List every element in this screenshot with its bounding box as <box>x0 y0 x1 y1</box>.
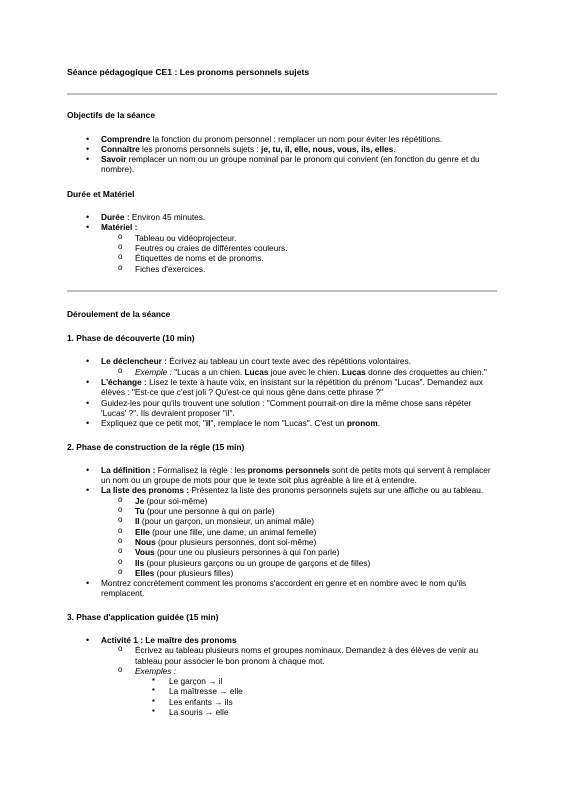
list-item: o Tu (pour une personne à qui on parle) <box>67 506 497 516</box>
list-item: ▪ Le garçon → il <box>67 676 497 686</box>
list-item: o Écrivez au tableau plusieurs noms et groupes nominaux. Demandez à des élèves de venir au tableau pour associer le bon pronom à chaque mot. <box>67 645 497 666</box>
list-item: o Étiquettes de noms et de pronoms. <box>67 253 497 263</box>
phase1-heading: 1. Phase de découverte (10 min) <box>67 333 195 344</box>
deroulement-heading: Déroulement de la séance <box>67 308 171 319</box>
list-item: ▪ La souris → elle <box>67 707 497 717</box>
list-item: • Durée : Environ 45 minutes. <box>67 212 497 222</box>
list-item: o Vous (pour une ou plusieurs personnes à qui l'on parle) <box>67 547 497 557</box>
list-item: o Nous (pour plusieurs personnes, dont soi-même) <box>67 537 497 547</box>
list-item: o Je (pour soi-même) <box>67 496 497 506</box>
document-title: Séance pédagogique CE1 : Les pronoms personnels sujets <box>67 67 310 77</box>
list-item: • Connaître les pronoms personnels sujets : je, tu, il, elle, nous, vous, ils, elles. <box>67 144 497 154</box>
materiel-list <box>67 233 497 274</box>
list-item: • L'échange : Lisez le texte à haute voix, en insistant sur la répétition du prénom "Lucas". Demandez aux élèves : "Est-ce que c'est joli ? Qu'est-ce qui nous gêne dans cette phrase ?" <box>67 377 497 398</box>
phase3-list <box>67 635 497 717</box>
list-item: ▪ Les enfants → ils <box>67 697 497 707</box>
objectifs-list <box>67 134 497 175</box>
phase2-heading: 2. Phase de construction de la règle (15 min) <box>67 441 245 452</box>
list-item: o Ils (pour plusieurs garçons ou un groupe de garçons et de filles) <box>67 558 497 568</box>
duree-list <box>67 212 497 274</box>
phase3-heading: 3. Phase d'application guidée (15 min) <box>67 611 219 622</box>
list-item: • Matériel : o Tableau ou vidéoprojecteur. o Feutres ou craies de différentes couleurs. o Étiquettes de noms et de pronoms. o Fiches d'exercices. <box>67 222 497 273</box>
list-item: o Il (pour un garçon, un monsieur, un animal mâle) <box>67 516 497 526</box>
list-item: • Le déclencheur : Écrivez au tableau un court texte avec des répétitions volontaires. o Exemple : "Lucas a un chien. Lucas joue avec le chien. Lucas donne des croquettes au chien." <box>67 356 497 377</box>
list-item: o Elle (pour une fille, une dame, un animal femelle) <box>67 527 497 537</box>
phase2-list <box>67 465 497 599</box>
list-item: • Comprendre la fonction du pronom personnel : remplacer un nom pour éviter les répétitions. <box>67 134 497 144</box>
list-item: ▪ La maîtresse → elle <box>67 686 497 696</box>
document-body <box>67 67 497 717</box>
list-item: o Feutres ou craies de différentes couleurs. <box>67 243 497 253</box>
list-item: • Guidez-les pour qu'ils trouvent une solution : "Comment pourrait-on dire la même chose sans répéter 'Lucas' ?". Ils devraient proposer "il". <box>67 398 497 419</box>
phase1-list <box>67 356 497 428</box>
pronoms-list <box>67 496 497 578</box>
list-item: o Exemples : ▪ Le garçon → il ▪ La maîtresse → elle ▪ Les enfants → ils ▪ La souris → elle <box>67 666 497 717</box>
list-item: • La définition : Formalisez la règle : les pronoms personnels sont de petits mots qui servent à remplacer un nom ou un groupe de mots pour que le texte soit plus agréable à lire et à entendre. <box>67 465 497 486</box>
activite-list <box>67 645 497 717</box>
list-item: o Fiches d'exercices. <box>67 264 497 274</box>
exemples-list <box>67 676 497 717</box>
list-item: • Savoir remplacer un nom ou un groupe nominal par le pronom qui convient (en fonction du genre et du nombre). <box>67 154 497 175</box>
list-item: o Tableau ou vidéoprojecteur. <box>67 233 497 243</box>
list-item: • Activité 1 : Le maître des pronoms o Écrivez au tableau plusieurs noms et groupes nominaux. Demandez à des élèves de venir au tableau pour associer le bon pronom à chaque mot. o Exemples : ▪ Le garçon → il ▪ La maîtresse → elle ▪ Les enfants → ils ▪ La souris → elle <box>67 635 497 717</box>
list-item: • Montrez concrètement comment les pronoms s'accordent en genre et en nombre avec le nom qu'ils remplacent. <box>67 578 497 599</box>
list-item: o Elles (pour plusieurs filles) <box>67 568 497 578</box>
exemple-list <box>67 367 497 377</box>
duree-heading: Durée et Matériel <box>67 188 135 199</box>
objectifs-heading: Objectifs de la séance <box>67 110 155 121</box>
list-item: • Expliquez que ce petit mot, "il", remplace le nom "Lucas". C'est un pronom. <box>67 418 497 428</box>
list-item: • La liste des pronoms : Présentez la liste des pronoms personnels sujets sur une affiche ou au tableau. o Je (pour soi-même) o Tu (pour une personne à qui on parle) o Il (pour un garçon, un monsieur, un animal mâle) o Elle (pour une fille, une dame, un animal femelle) o Nous (pour plusieurs personnes, dont soi-même) o Vous (pour une ou plusieurs personnes à qui l'on parle) o Ils (pour plusieurs garçons ou un groupe de garçons et de filles) o Elles (pour plusieurs filles) <box>67 485 497 578</box>
list-item: o Exemple : "Lucas a un chien. Lucas joue avec le chien. Lucas donne des croquettes au chien." <box>67 367 497 377</box>
